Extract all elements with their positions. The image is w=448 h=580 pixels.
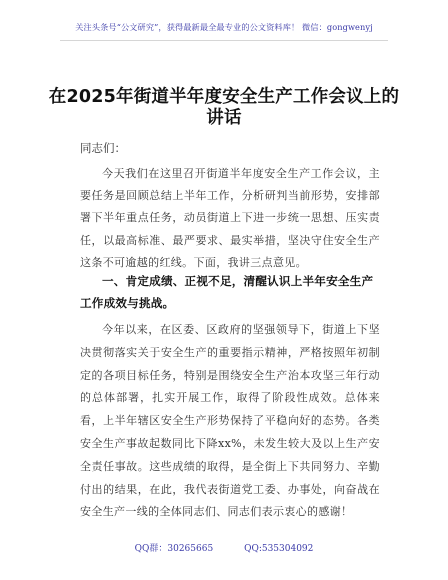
salutation: 同志们： — [80, 141, 126, 155]
header-divider — [60, 40, 388, 41]
section-heading-1: 一、肯定成绩、正视不足，清醒认识上半年安全生产工作成效与挑战。 — [80, 274, 374, 310]
footer-qq: QQ:535304092 — [244, 544, 314, 554]
header-banner: 关注头条号“公文研究”，获得最新最全最专业的公文资料库！ 微信：gongwenyj — [75, 22, 373, 32]
document-title: 在2025年街道半年度安全生产工作会议上的讲话 — [48, 87, 400, 128]
paragraph-achievements: 今年以来，在区委、区政府的坚强领导下，街道上下坚决贯彻落实关于安全生产的重要指示精神，严格按照年初制定的各项目标任务，特别是围绕安全生产治本攻坚三年行动的总体部署，扎实开展工作，取得了阶段性成效。总体来看，上半年辖区安全生产形势保持了平稳向好的态势。各类安全生产事故起数同比下降xx%，未发生较大及以上生产安全责任事故。这些成绩的取得，是全街上下共同努力、辛勤付出的结果，在此，我代表街道党工委、办事处，向奋战在安全生产一线的全体同志们、同志们表示衷心的感谢！ — [80, 323, 380, 519]
footer-qq-group: QQ群：30265665 — [134, 544, 214, 554]
footer-contact — [0, 541, 448, 554]
paragraph-intro: 今天我们在这里召开街道半年度安全生产工作会议，主要任务是回顾总结上半年工作，分析研判当前形势，安排部署下半年重点任务，动员街道上下进一步统一思想、压实责任，以最高标准、最严要求、最实举措，坚决守住安全生产这条不可逾越的红线。下面，我讲三点意见。 — [80, 167, 380, 269]
